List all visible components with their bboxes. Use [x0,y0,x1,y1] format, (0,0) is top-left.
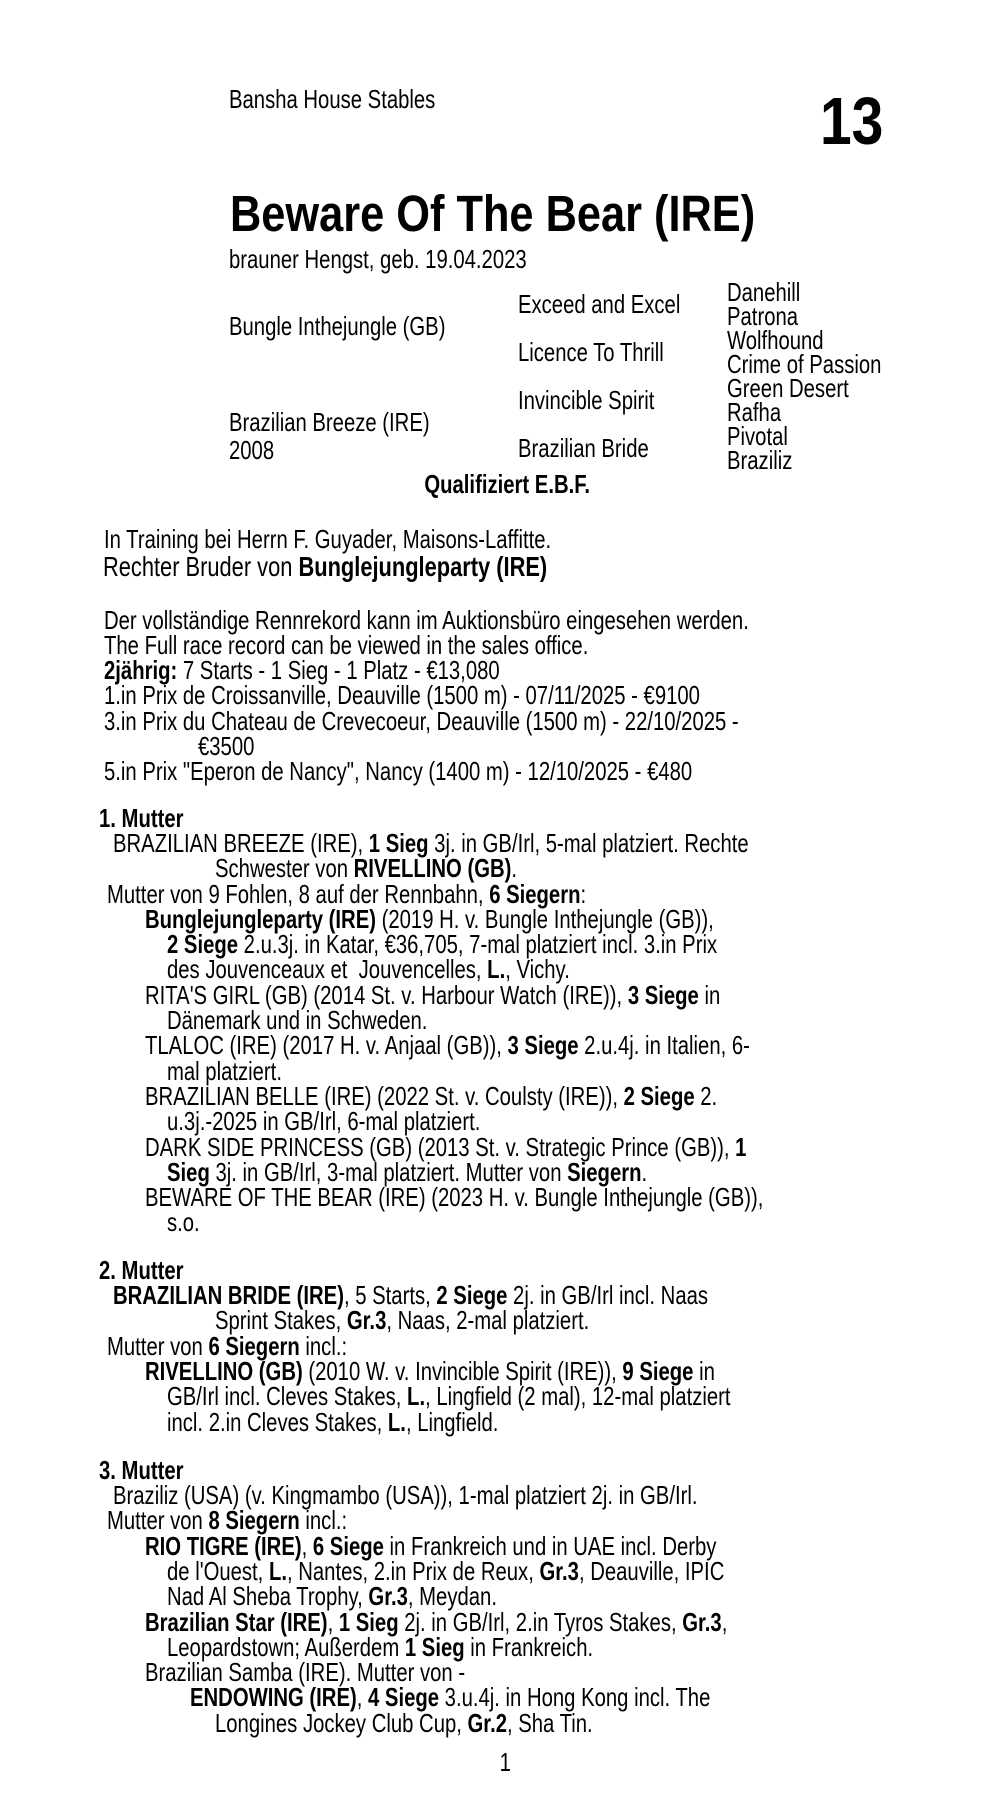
text-line: Schwester von RIVELLINO (GB). [215,853,518,884]
qualification-note [0,469,993,499]
text-line: 3.in Prix du Chateau de Crevecoeur, Deauville (1500 m) - 22/10/2025 - [104,705,739,736]
lot-number-text: 13 [820,84,884,159]
text-line: Sprint Stakes, Gr.3, Naas, 2-mal platziert. [215,1305,590,1336]
text-line: Rechter Bruder von Bunglejungleparty (IRE) [103,551,548,583]
text-line: 1.in Prix de Croissanville, Deauville (1500 m) - 07/11/2025 - €9100 [104,680,700,711]
text-line: BEWARE OF THE BEAR (IRE) (2023 H. v. Bungle Inthejungle (GB)), [145,1182,764,1213]
qualification-text: Qualifiziert E.B.F. [424,469,591,499]
text-line: des Jouvenceaux et Jouvencelles, L., Vichy. [167,954,570,985]
text-line: GB/Irl incl. Cleves Stakes, L., Lingfield (2 mal), 12-mal platziert [167,1381,731,1412]
text-line: TLALOC (IRE) (2017 H. v. Anjaal (GB)), 3 Siege 2.u.4j. in Italien, 6- [145,1030,750,1061]
text-line: Leopardstown; Außerdem 1 Sieg in Frankreich. [167,1631,594,1662]
text-line: RIO TIGRE (IRE), 6 Siege in Frankreich und in UAE incl. Derby [145,1530,717,1561]
text-line: ENDOWING (IRE), 4 Siege 3.u.4j. in Hong Kong incl. The [190,1682,711,1713]
page-number [0,1747,993,1777]
text-line: BRAZILIAN BREEZE (IRE), 1 Sieg 3j. in GB/Irl, 5-mal platziert. Rechte [113,827,749,858]
text-line: RITA'S GIRL (GB) (2014 St. v. Harbour Watch (IRE)), 3 Siege in [145,979,721,1010]
text-line: RIVELLINO (GB) (2010 W. v. Invincible Spirit (IRE)), 9 Siege in [145,1355,715,1386]
pedigree-gen3-6: Rafha [727,397,782,427]
text-line: u.3j.-2025 in GB/Irl, 6-mal platziert. [167,1106,481,1137]
pedigree-gen3-1: Danehill [727,277,801,307]
text-line: Dänemark und in Schweden. [167,1005,428,1036]
pedigree-gen2-2: Licence To Thrill [518,337,664,367]
text-line: Brazilian Star (IRE), 1 Sieg 2j. in GB/Irl, 2.in Tyros Stakes, Gr.3, [145,1606,728,1637]
text-line: Longines Jockey Club Cup, Gr.2, Sha Tin. [215,1707,593,1738]
page-number-text: 1 [499,1747,512,1777]
pedigree-gen2-3: Invincible Spirit [518,385,655,415]
text-line: incl. 2.in Cleves Stakes, L., Lingfield. [167,1406,499,1437]
pedigree-gen3-5: Green Desert [727,373,849,403]
text-line: Mutter von 6 Siegern incl.: [107,1330,348,1361]
pedigree-sire-name: Bungle Inthejungle (GB) [229,311,446,341]
horse-name-text: Beware Of The Bear (IRE) [230,185,756,242]
pedigree-gen2-4: Brazilian Bride [518,433,649,463]
text-line: Sieg 3j. in GB/Irl, 3-mal platziert. Mutter von Siegern. [167,1156,648,1187]
pedigree-dam-year [229,435,287,465]
text-line: Brazilian Samba (IRE). Mutter von - [145,1657,466,1688]
pedigree-gen3-7: Pivotal [727,421,788,451]
pedigree-sire [229,311,507,341]
pedigree-dam [229,407,486,437]
horse-details-text: brauner Hengst, geb. 19.04.2023 [229,244,527,274]
text-line: 2 Siege 2.u.3j. in Katar, €36,705, 7-mal platziert incl. 3.in Prix [167,929,718,960]
text-line: €3500 [198,731,255,762]
text-line: In Training bei Herrn F. Guyader, Maisons-Laffitte. [104,524,552,554]
text-line: s.o. [167,1207,200,1238]
text-line: 2jährig: 7 Starts - 1 Sieg - 1 Platz - €13,080 [104,655,500,686]
text-line: Braziliz (USA) (v. Kingmambo (USA)), 1-mal platziert 2j. in GB/Irl. [113,1480,698,1511]
text-line: Mutter von 9 Fohlen, 8 auf der Rennbahn, 6 Siegern: [107,878,587,909]
text-line: BRAZILIAN BELLE (IRE) (2022 St. v. Coulsty (IRE)), 2 Siege 2. [145,1080,718,1111]
text-line: DARK SIDE PRINCESS (GB) (2013 St. v. Strategic Prince (GB)), 1 [145,1131,747,1162]
pedigree-gen3-4: Crime of Passion [727,349,882,379]
stable-name-text: Bansha House Stables [229,84,436,114]
text-line: The Full race record can be viewed in the sales office. [104,629,589,660]
mutter-section-heading: 3. Mutter [99,1454,184,1485]
mutter-section-heading: 1. Mutter [99,802,184,833]
text-line: 5.in Prix "Eperon de Nancy", Nancy (1400 m) - 12/10/2025 - €480 [104,756,693,787]
text-line: de l'Ouest, L., Nantes, 2.in Prix de Reux, Gr.3, Deauville, IPIC [167,1555,725,1586]
text-line: Nad Al Sheba Trophy, Gr.3, Meydan. [167,1581,497,1612]
pedigree-gen3-3: Wolfhound [727,325,824,355]
pedigree-table [0,0,993,520]
pedigree-dam-year-text: 2008 [229,435,275,465]
text-line: Bunglejungleparty (IRE) (2019 H. v. Bungle Inthejungle (GB)), [145,903,714,934]
text-line: mal platziert. [167,1055,282,1086]
catalog-text [0,524,993,1738]
pedigree-gen2-1: Exceed and Excel [518,289,681,319]
text-line: Der vollständige Rennrekord kann im Auktionsbüro eingesehen werden. [104,604,749,635]
pedigree-gen3-2: Patrona [727,301,799,331]
text-line: BRAZILIAN BRIDE (IRE), 5 Starts, 2 Siege 2j. in GB/Irl incl. Naas [113,1280,709,1311]
pedigree-gen3-8: Braziliz [727,445,793,475]
pedigree-dam-name: Brazilian Breeze (IRE) [229,407,430,437]
mutter-section-heading: 2. Mutter [99,1254,184,1285]
text-line: Mutter von 8 Siegern incl.: [107,1505,348,1536]
